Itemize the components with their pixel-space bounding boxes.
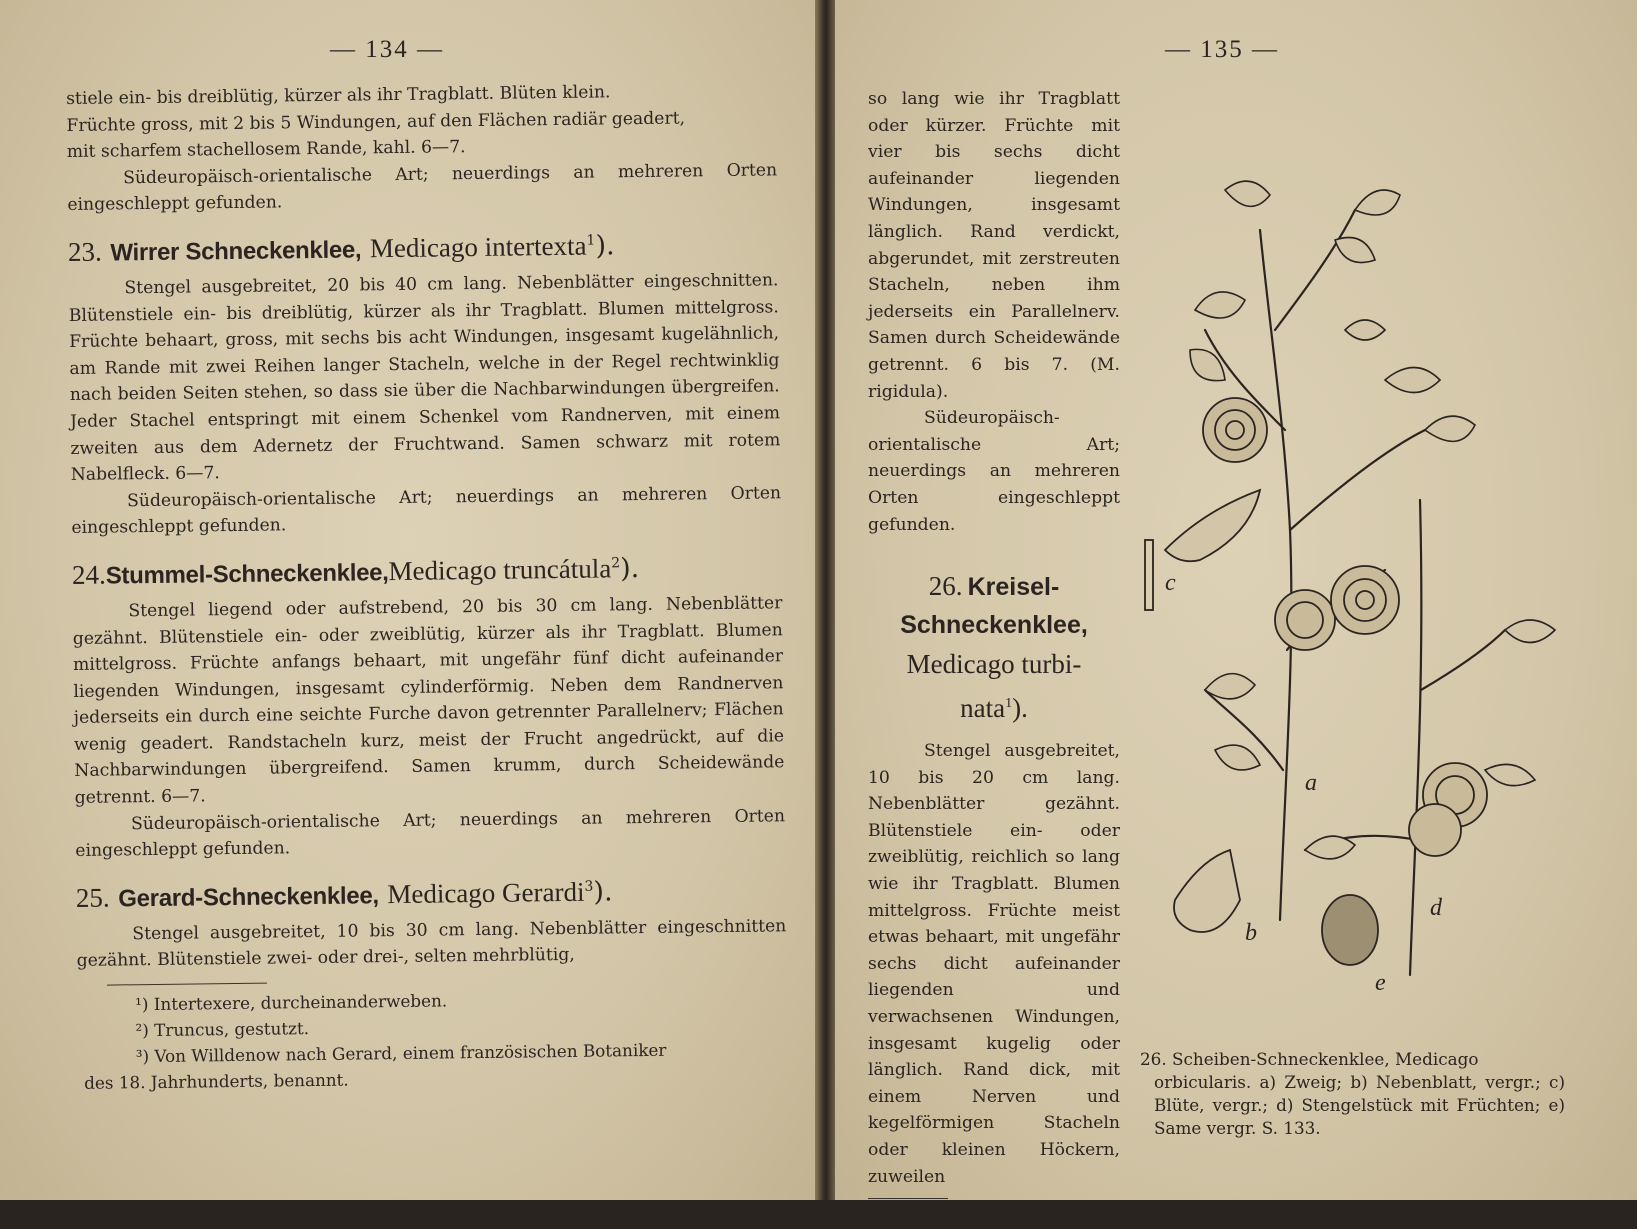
latin-name: Medicago Gerardi: [387, 876, 585, 909]
figure-caption: [1140, 1048, 1565, 1140]
fruit-pod: [1409, 804, 1461, 856]
seed-e: [1322, 895, 1378, 965]
entry-24-heading: 24.Stummel-Schneckenklee,Medicago truncátula$^2$).: [71, 552, 640, 590]
fruit-pod: [1331, 566, 1399, 634]
entry-number: 25.: [75, 882, 110, 913]
figure-label-e: e: [1375, 970, 1386, 996]
intro-line-2: Früchte gross, mit 2 bis 5 Windungen, auf den Flächen radiär geadert,: [66, 108, 686, 136]
caption-line-1: 26. Scheiben-Schneckenklee, Medicago: [1140, 1049, 1479, 1069]
leaflet: [1355, 190, 1400, 215]
page-number-left: — 134 —: [330, 36, 444, 63]
entry-23-body: Stengel ausgebreitet, 20 bis 40 cm lang. Nebenblätter eingeschnitten. Blütenstiele ein- bis dreiblütig, kürzer als ihr Tragblatt. Blumen mittelgross. Früchte behaart, gross, mit sechs bis acht Windungen, insgesamt kugelähnlich, am Rande mit zwei Reihen langer Stacheln, welche in der Regel rechtwinklig nach beiden Seiten stehen, so dass sie über die Nachbarwindungen übergreifen. Jeder Stachel entspringt mit einem Schenkel vom Randnerven, mit einem zweiten aus dem Adernetz der Fruchtwand. Samen schwarz mit rotem Nabelfleck. 6—7.: [68, 270, 781, 486]
footnote-text: Von Willdenow nach Gerard, einem französischen Botaniker: [154, 1039, 667, 1067]
leaflet: [1345, 320, 1385, 340]
leaflet: [1215, 745, 1260, 770]
fruit-pod: [1275, 590, 1335, 650]
leaflet: [1425, 416, 1475, 441]
caption-rest: orbicularis. a) Zweig; b) Nebenblatt, vergr.; c) Blüte, vergr.; d) Stengelstück mit Früchten; e) Same vergr. S. 133.: [1154, 1072, 1565, 1138]
entry-26-heading: 26. Kreisel- Schneckenklee, Medicago turbi- nata$^1$).: [868, 568, 1120, 728]
figure-label-b: b: [1245, 920, 1257, 946]
entry-24-body: Stengel liegend oder aufstrebend, 20 bis 30 cm lang. Nebenblätter gezähnt. Blütenstiele ein- oder zweiblütig, kürzer als ihr Tragblatt. Blumen mittelgross. Früchte anfangs behaart, mit ungefähr fünf dicht aufeinander liegenden Windungen, insgesamt cylinderförmig. Neben dem Randnerven jederseits ein durch eine seichte Furche davon getrennter Parallelnerv; Flächen wenig geadert. Randstacheln kurz, meist der Frucht angedrückt, auf die Nachbarwindungen übergreifend. Samen krumm, durch Scheidewände getrennt. 6—7.: [72, 593, 785, 809]
footnote-right: [868, 1203, 1120, 1229]
footnotes-left: [77, 983, 788, 1096]
entry-number: 23.: [67, 236, 102, 267]
footnote-divider-right: [868, 1198, 948, 1199]
footnote-mark: ²): [135, 1020, 149, 1041]
footnote-ref: 1: [1005, 696, 1013, 712]
intro-line-1: stiele ein- bis dreiblütig, kürzer als ihr Tragblatt. Blüten klein.: [66, 82, 611, 109]
leaflet: [1305, 836, 1355, 859]
entry-25-heading: 25. Gerard-Schneckenklee, Medicago Gerardi$^3$).: [75, 876, 613, 913]
figure-label-a: a: [1305, 770, 1317, 796]
figure-label-d: d: [1430, 895, 1442, 921]
page-number-right: — 135 —: [1165, 36, 1279, 63]
leaflet: [1385, 368, 1440, 393]
intro-distribution: Südeuropäisch-orientalische Art; neuerdings an mehreren Orten eingeschleppt gefunden.: [67, 160, 778, 216]
footnote-ref: 1: [586, 232, 596, 249]
latin-name: Medicago truncátula: [388, 553, 612, 587]
latin-name-part1: Medicago turbi-: [906, 649, 1082, 680]
entry-number: 24.: [71, 559, 106, 590]
leaflet: [1485, 764, 1535, 785]
german-name-part2: Schneckenklee,: [900, 611, 1088, 640]
entry-26-body: Stengel ausgebreitet, 10 bis 20 cm lang. Nebenblätter gezähnt. Blütenstiele ein- oder zweiblütig, reichlich so lang wie ihr Tragblatt. Blumen mittelgross. Früchte meist etwas behaart, mit ungefähr sechs dicht aufeinander liegenden und verwachsenen Windungen, insgesamt kugelig oder länglich. Rand dick, mit einem Nerven und kegelförmigen Stacheln oder kleinen Höckern, zuweilen: [868, 741, 1120, 1187]
german-name: Gerard-Schneckenklee,: [118, 882, 379, 913]
leaflet: [1205, 674, 1255, 699]
german-name-part1: Kreisel-: [967, 573, 1060, 602]
footnote-mark: ³): [135, 1046, 150, 1067]
german-name: Stummel-Schneckenklee,: [105, 559, 389, 590]
footnote-divider: [107, 983, 267, 986]
left-text-column: [66, 77, 788, 1096]
latin-name-part2: nata: [960, 693, 1006, 724]
second-stem: [1410, 500, 1421, 975]
footnote-mark: ¹): [135, 994, 149, 1015]
entry-23-distribution: Südeuropäisch-orientalische Art; neuerdings an mehreren Orten eingeschleppt gefunden.: [71, 483, 782, 539]
footnote-ref: 2: [611, 555, 621, 572]
continued-distribution: Südeuropäisch-orientalische Art; neuerdings an mehreren Orten eingeschleppt gefunden.: [868, 408, 1120, 535]
footnote-ref: 3: [584, 878, 594, 895]
footnote-mark: ¹): [874, 1206, 888, 1227]
entry-24-distribution: Südeuropäisch-orientalische Art; neuerdings an mehreren Orten eingeschleppt gefunden.: [75, 805, 786, 862]
main-stem: [1260, 230, 1291, 920]
book-gutter: [815, 0, 835, 1200]
leaflet: [1505, 620, 1555, 643]
leaflet: [1195, 292, 1245, 318]
leaflet: [1225, 181, 1270, 206]
footnote-3-continuation: des 18. Jahrhunderts, benannt.: [84, 1069, 349, 1093]
german-name: Wirrer Schneckenklee,: [110, 236, 362, 267]
latin-name: Medicago intertexta: [369, 230, 587, 264]
figure-label-c: c: [1165, 570, 1176, 596]
entry-number: 26.: [928, 571, 963, 602]
footnote-text: Turbo, Wirbel, Kreisel.: [892, 1206, 1087, 1227]
continued-body: so lang wie ihr Tragblatt oder kürzer. Früchte mit vier bis sechs dicht aufeinander liegenden Windungen, insgesamt länglich. Rand verdickt, abgerundet, mit zerstreuten Stacheln, neben ihm jederseits ein Parallelnerv. Samen durch Scheidewände getrennt. 6 bis 7. (M. rigidula).: [868, 89, 1120, 402]
entry-23-heading: 23. Wirrer Schneckenklee, Medicago intertexta$^1$).: [67, 230, 615, 267]
right-text-column: [868, 86, 1120, 1229]
fruit-pod: [1203, 398, 1267, 462]
medicago-illustration: [1165, 130, 1595, 1020]
footnote-text: Intertexere, durcheinanderweben.: [153, 990, 448, 1015]
intro-line-3: mit scharfem stachellosem Rande, kahl. 6—7.: [66, 137, 466, 163]
entry-25-body: Stengel ausgebreitet, 10 bis 30 cm lang. Nebenblätter eingeschnitten gezähnt. Blütenstiele zwei- oder drei-, selten mehrblütig,: [76, 916, 787, 972]
leaflet: [1335, 238, 1375, 263]
footnote-text: Truncus, gestutzt.: [154, 1018, 310, 1041]
left-page: [0, 0, 815, 1200]
